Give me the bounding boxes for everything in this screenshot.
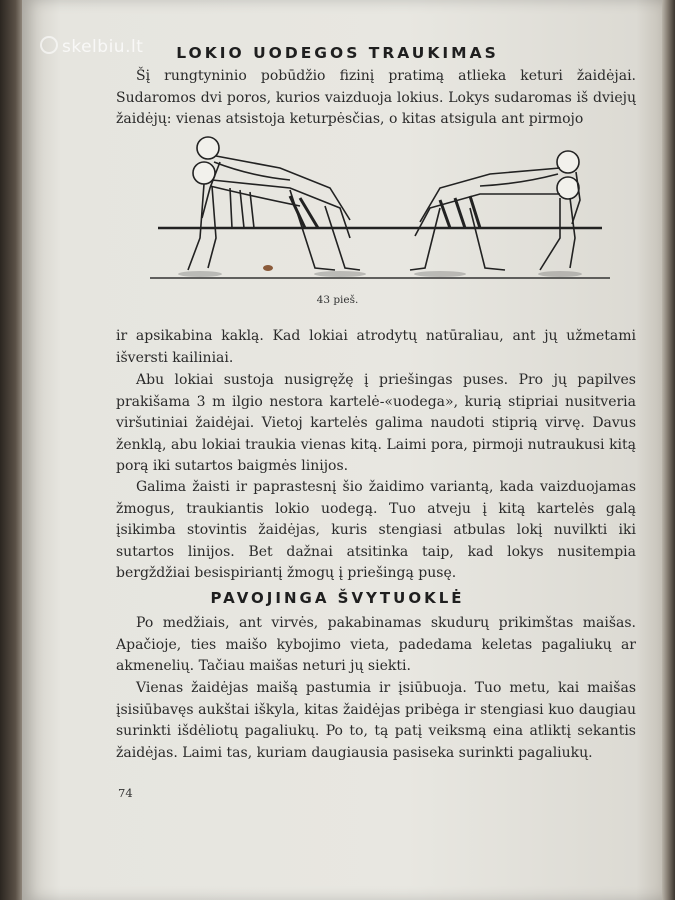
page-number: 74 (118, 786, 133, 800)
paragraph: Vienas žaidėjas maišą pastumia ir įsiūbuoja. Tuo metu, kai maišas įsisiūbavęs aukštai iškyla, kitas žaidėjas pribėga ir stengiasi kuo daugiau surinkti išdėliotų pagaliukų. Po to, tą patį veiksmą eina atliktį sekantis žaidėjas. Laimi tas, kuriam daugiausia pasiseka surinkti pagaliukų. (116, 680, 636, 761)
paragraph: Po medžiais, ant virvės, pakabinamas skudurų prikimštas maišas. Apačioje, ties maišo kybojimo vieta, padedama keletas pagaliukų ar akmenelių. Tačiau maišas neturi jų siekti. (116, 615, 636, 674)
paragraph: Abu lokiai sustoja nusigręžę į priešingas puses. Pro jų papilves prakišama 3 m ilgio nestora kartelė-«uodega», kurią stipriai nusitveria viršutiniai žaidėjai. Vietoj kartelės galima naudoti stiprią virvę. Davus ženklą, abu lokiai traukia vienas kitą. Laimi pora, pirmoji nutraukusi kitą porą iki sutartos baigmės linijos. (116, 372, 636, 474)
section-title-lokio: LOKIO UODEGOS TRAUKIMAS (176, 44, 499, 62)
section-title-svytuokle: PAVOJINGA ŠVYTUOKLĖ (210, 589, 465, 607)
paragraph: Šį rungtyninio pobūdžio fizinį pratimą atlieka keturi žaidėjai. Sudaromos dvi poros, kurios vaizduoja lokius. Lokys sudaromas iš dviejų žaidėjų: vienas atsistoja keturpėsčias, o kitas atsigula ant pirmojo (116, 68, 636, 127)
watermark-text: skelbiu.lt (62, 37, 144, 57)
illustration-bear-tug (140, 128, 620, 288)
paragraph: ir apsikabina kaklą. Kad lokiai atrodytų natūraliau, ant jų užmetami išversti kailiniai. (116, 328, 636, 366)
page-edge (662, 0, 675, 900)
book-spine (0, 0, 22, 900)
figure-caption: 43 pieš. (316, 294, 359, 306)
paragraph: Galima žaisti ir paprastesnį šio žaidimo variantą, kada vaizduojamas žmogus, traukiantis lokio uodegą. Tuo atveju į kitą kartelės galą įsikimba stovintis žaidėjas, kuris stengiasi atbulas lokį nuvilkti iki sutartos linijos. Bet dažnai atsitinka taip, kad lokys nusitempia bergždžiai besispiriantį žmogų į priešingą pusę. (116, 479, 636, 581)
